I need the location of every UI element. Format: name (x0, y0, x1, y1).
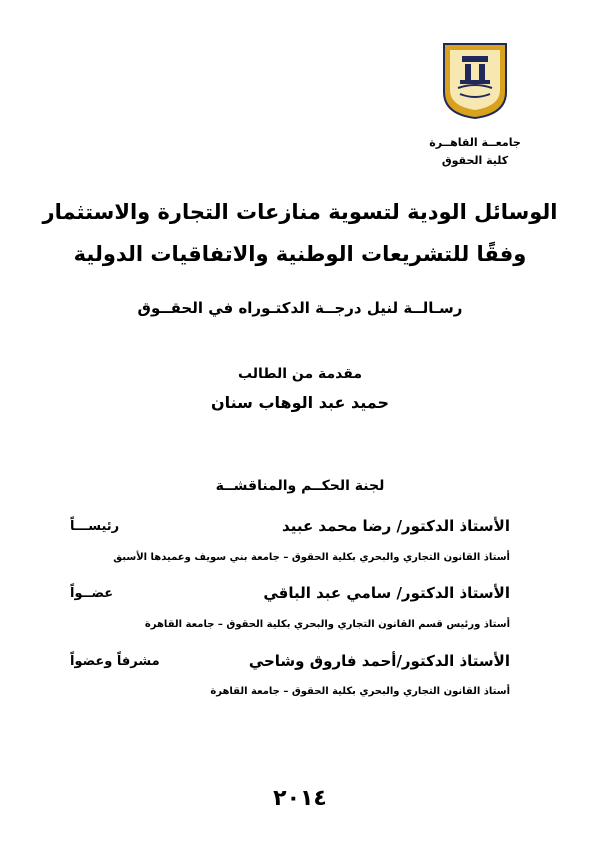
university-name: جامعــة القاهــرة (429, 136, 521, 149)
submitted-by-label: مقدمة من الطالب (237, 366, 363, 382)
logo-shield-icon (440, 42, 510, 120)
thesis-title-line-1: الوسائل الودية لتسوية منازعات التجارة والاستثمار (42, 200, 558, 224)
committee-member-role: عضــواً (70, 586, 114, 601)
committee-member-role: مشرفاً وعضواً (70, 654, 160, 669)
committee-member-name: الأستاذ الدكتور/ سامي عبد الباقي (263, 584, 510, 602)
university-logo (440, 42, 510, 120)
committee-member-name: الأستاذ الدكتور/أحمد فاروق وشاحي (248, 652, 510, 670)
faculty-name: كلية الحقوق (441, 154, 509, 167)
committee-member-name: الأستاذ الدكتور/ رضا محمد عبيد (282, 517, 510, 535)
committee-member-title: أستاذ القانون التجاري والبحري بكلية الحقوق – جامعة القاهرة (210, 686, 510, 697)
committee-member-title: أستاذ ورئيس قسم القانون التجاري والبحري بكلية الحقوق – جامعة القاهرة (144, 619, 510, 630)
committee-member-role: رئيســـاً (70, 519, 120, 534)
student-name: حميد عبد الوهاب سنان (210, 393, 390, 412)
year: ٢٠١٤ (273, 786, 327, 811)
thesis-title-line-2: وفقًا للتشريعات الوطنية والاتفاقيات الدولية (73, 242, 527, 266)
committee-member-title: أستاذ القانون التجاري والبحري بكلية الحقوق – جامعة بني سويف وعميدها الأسبق (113, 552, 510, 563)
committee-heading: لجنة الحكــم والمناقشــة (215, 478, 385, 494)
thesis-purpose: رسـالــة لنيل درجــة الدكتـوراه في الحقــوق (137, 299, 463, 317)
